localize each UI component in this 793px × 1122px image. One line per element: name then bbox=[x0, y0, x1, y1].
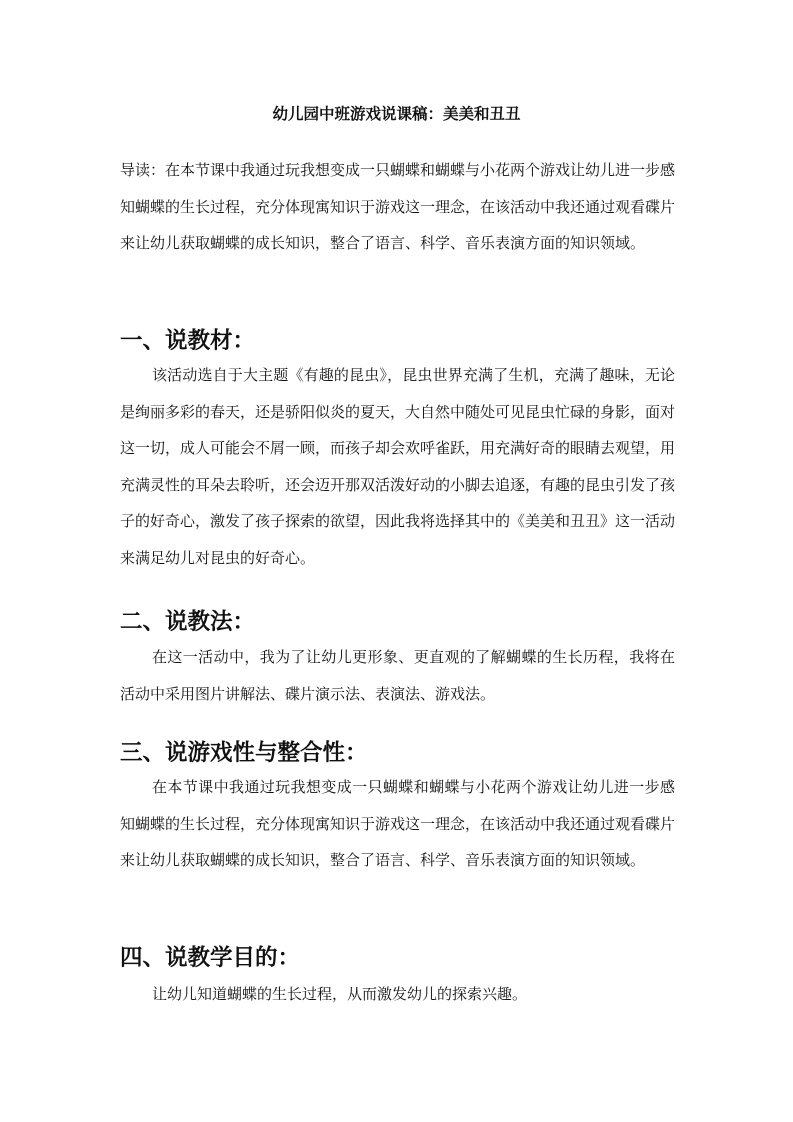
intro-paragraph: 导读：在本节课中我通过玩我想变成一只蝴蝶和蝴蝶与小花两个游戏让幼儿进一步感知蝴蝶的生长过程，充分体现寓知识于游戏这一理念，在该活动中我还通过观看碟片来让幼儿获取蝴蝶的成长知识，整合了语言、科学、音乐表演方面的知识领域。 bbox=[120, 161, 676, 252]
section-body-game-integration: 在本节课中我通过玩我想变成一只蝴蝶和蝴蝶与小花两个游戏让幼儿进一步感知蝴蝶的生长过程，充分体现寓知识于游戏这一理念，在该活动中我还通过观看碟片来让幼儿获取蝴蝶的成长知识，整合了语言、科学、音乐表演方面的知识领域。 bbox=[120, 778, 676, 869]
section-heading-objectives: 四、说教学目的： bbox=[120, 945, 301, 971]
section-body-textbook: 该活动选自于大主题《有趣的昆虫》，昆虫世界充满了生机，充满了趣味，无论是绚丽多彩的春天，还是骄阳似炎的夏天，大自然中随处可见昆虫忙碌的身影，面对这一切，成人可能会不屑一顾，而孩子却会欢呼雀跃，用充满好奇的眼睛去观望，用充满灵性的耳朵去聆听，还会迈开那双活泼好动的小脚去追逐，有趣的昆虫引发了孩子的好奇心，激发了孩子探索的欲望，因此我将选择其中的《美美和丑丑》这一活动来满足幼儿对昆虫的好奇心。 bbox=[120, 366, 676, 567]
document-title: 幼儿园中班游戏说课稿：美美和丑丑 bbox=[272, 104, 521, 123]
section-heading-game-integration: 三、说游戏性与整合性： bbox=[120, 740, 368, 766]
section-heading-method: 二、说教法： bbox=[120, 609, 256, 635]
section-body-objectives: 让幼儿知道蝴蝶的生长过程，从而激发幼儿的探索兴趣。 bbox=[152, 985, 528, 1003]
section-body-method: 在这一活动中，我为了让幼儿更形象、更直观的了解蝴蝶的生长历程，我将在活动中采用图片讲解法、碟片演示法、表演法、游戏法。 bbox=[120, 648, 675, 703]
section-heading-textbook: 一、说教材： bbox=[120, 328, 256, 354]
